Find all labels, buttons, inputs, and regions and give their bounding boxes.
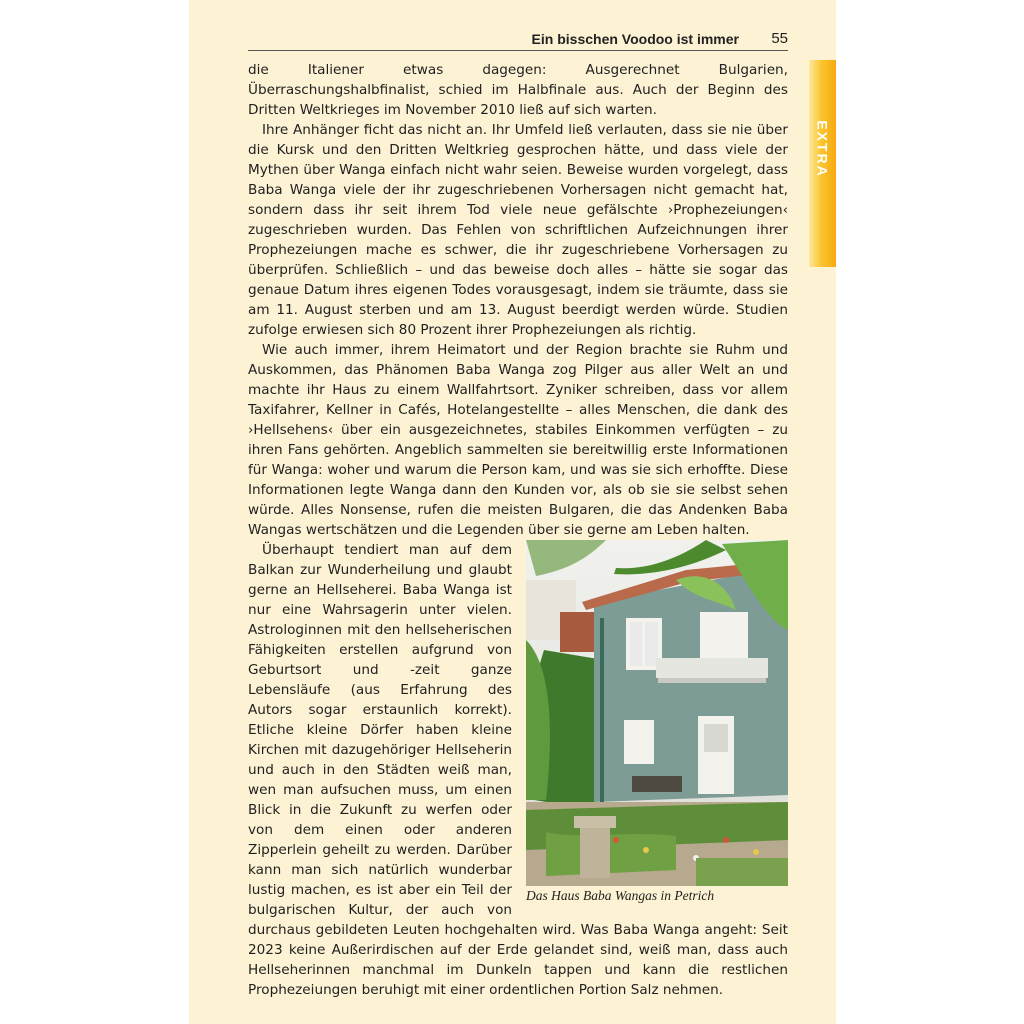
main-text	[248, 60, 788, 1000]
paragraph-2: Ihre Anhänger ficht das nicht an. Ihr Umfeld ließ verlauten, dass sie nie über die Kursk und den Dritten Weltkrieg gesprochen hätte, und dass viele der Mythen über Wanga einfach nicht wahr seien. Beweise wurden vorgelegt, dass Baba Wanga viele der ihr zugeschriebenen Vorhersagen nicht gemacht hat, sondern dass ihr seit ihrem Tod viele neue gefälschte ›Prophezeiungen‹ zugeschrieben wurden. Das Fehlen von schriftlichen Aufzeichnungen ihrer Prophezeiungen mache es schwer, die ihr zugeschriebene Vorhersagen zu überprüfen. Schließlich – und das beweise doch alles – hätte sie sogar das genaue Datum ihres eigenen Todes vorausgesagt, indem sie träumte, dass sie am 11. August sterben und am 13. August beerdigt werden würde. Studien zufolge erwiesen sich 80 Prozent ihrer Prophezeiungen als richtig.	[248, 122, 788, 338]
paragraph-1: die Italiener etwas dagegen: Ausgerechnet Bulgarien, Überraschungshalbfinalist, schied im Halbfinale aus. Auch der Beginn des Dritten Weltkrieges im November 2010 ließ auf sich warten.	[248, 62, 788, 118]
paragraph-4	[248, 540, 788, 1000]
extra-side-tab	[809, 60, 836, 267]
chapter-title: Ein bisschen Voodoo ist immer	[531, 31, 739, 47]
figure-caption: Das Haus Baba Wangas in Petrich	[526, 888, 715, 903]
house-figure	[526, 540, 788, 906]
paragraph-3: Wie auch immer, ihrem Heimatort und der Region brachte sie Ruhm und Auskommen, das Phänomen Baba Wanga zog Pilger aus aller Welt an und machte ihr Haus zu einem Wallfahrtsort. Zyniker schreiben, dass vor allem Taxifahrer, Kellner in Cafés, Hotelangestellte – alles Menschen, die dank des ›Hellsehens‹ über ein ausgezeichnetes, stabiles Einkommen verfügten – zu ihren Fans gehörten. Angeblich sammelten sie bereitwillig erste Informationen für Wanga: woher und warum die Person kam, und was sie sich erhoffte. Diese Informationen legte Wanga dann den Kunden vor, als ob sie sie selbst sehen würde. Alles Nonsense, rufen die meisten Bulgaren, die das Andenken Baba Wangas wertschätzen und die Legenden über sie gerne am Leben halten.	[248, 342, 788, 538]
extra-tab-label: EXTRA	[814, 119, 831, 178]
house-photo	[526, 540, 788, 886]
paragraph-4-text: Überhaupt tendiert man auf dem Balkan zur Wunderheilung und glaubt gerne an Hellseherei. Baba Wanga ist nur eine Wahrsagerin unter vielen. Astrologinnen mit den hellseherischen Fähigkeiten erstellen aufgrund von Geburtsort und -zeit ganze Lebensläufe (aus Erfahrung des Autors sogar erstaunlich korrekt). Etliche kleine Dörfer haben kleine Kirchen mit dazugehöriger Hellseherin und auch in den Städten weiß man, wen man aufsuchen muss, um einen Blick in die Zukunft zu werfen oder von dem einen oder anderen Zipperlein geheilt zu werden. Darüber kann man sich natürlich wunderbar lustig machen, es ist aber ein Teil der bulgarischen Kultur, der auch von durchaus gebildeten Leuten hochgehalten wird. Was Baba Wanga angeht: Seit 2023 keine Außerirdischen auf der Erde gelandet sind, weiß man, dass auch Hellseherinnen manchmal im Dunkeln tappen und kann die restlichen Prophezeiungen beruhigt mit einer ordentlichen Portion Salz nehmen.	[248, 542, 788, 998]
page-number: 55	[771, 30, 788, 47]
running-header	[248, 30, 788, 51]
